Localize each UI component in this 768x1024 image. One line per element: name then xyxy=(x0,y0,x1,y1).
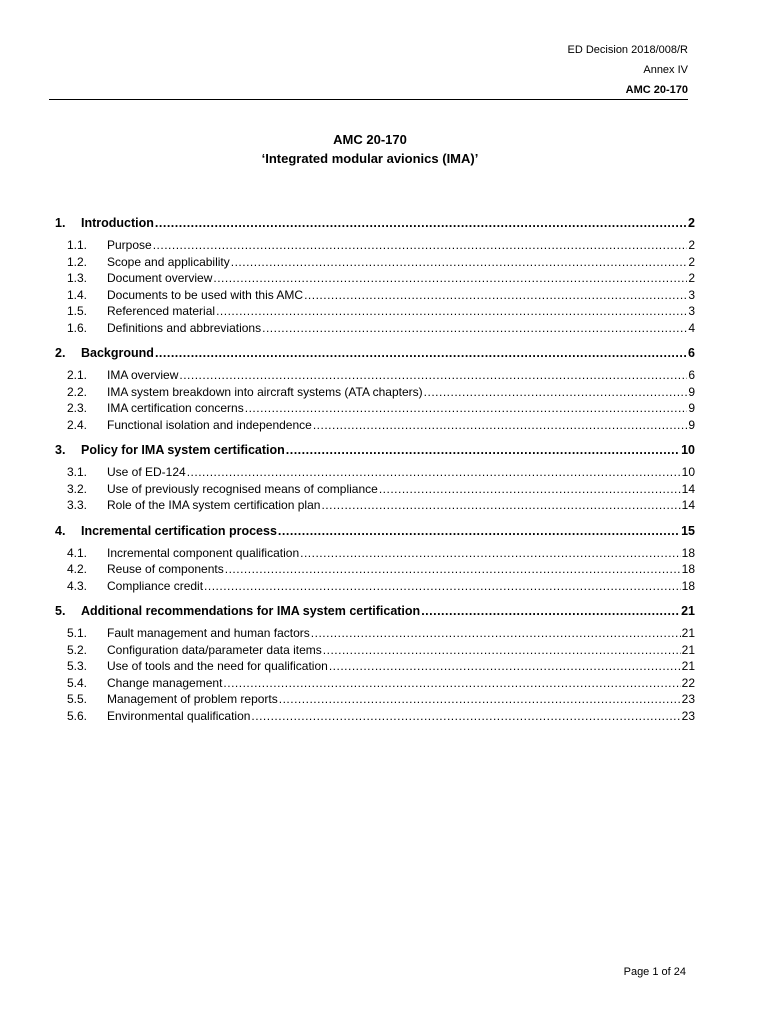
header-divider xyxy=(49,99,688,100)
toc-entry-page: 18 xyxy=(681,562,695,576)
toc-subsection-entry[interactable] xyxy=(55,254,695,271)
toc-subsection-entry[interactable] xyxy=(55,464,695,481)
toc-dot-leader xyxy=(278,520,680,542)
toc-dot-leader xyxy=(153,237,688,254)
toc-subsection-entry[interactable] xyxy=(55,287,695,304)
toc-dot-leader xyxy=(424,384,688,401)
toc-entry-title: Introduction xyxy=(81,216,154,230)
toc-entry-page: 2 xyxy=(688,238,695,252)
toc-subsection-entry[interactable] xyxy=(55,417,695,434)
toc-dot-leader xyxy=(155,212,687,234)
toc-entry-number: 5.2. xyxy=(67,642,88,657)
toc-entry-title: Referenced material xyxy=(107,304,216,318)
toc-entry-page: 3 xyxy=(688,287,695,302)
toc-entry-number: 5.1. xyxy=(67,626,88,640)
toc-section-entry[interactable] xyxy=(55,520,695,542)
toc-dot-leader xyxy=(329,658,681,675)
toc-entry-page: 6 xyxy=(688,368,695,382)
toc-section-entry[interactable] xyxy=(55,212,695,234)
toc-entry-page: 14 xyxy=(681,481,695,496)
toc-entry-title: Environmental qualification xyxy=(107,708,251,723)
toc-dot-leader xyxy=(179,367,687,384)
toc-entry-title: Compliance credit xyxy=(107,578,204,593)
toc-entry-number: 1.4. xyxy=(67,287,88,302)
page-number: Page 1 of 24 xyxy=(623,966,686,978)
toc-entry-title: Functional isolation and independence xyxy=(107,417,312,432)
toc-dot-leader xyxy=(279,691,681,708)
toc-entry-title: Incremental component qualification xyxy=(107,545,300,560)
toc-subsection-entry[interactable] xyxy=(55,545,695,562)
toc-subsection-entry[interactable] xyxy=(55,237,695,254)
toc-entry-title: Policy for IMA system certification xyxy=(81,443,285,457)
toc-dot-leader xyxy=(304,287,687,304)
toc-dot-leader xyxy=(223,675,680,692)
toc-entry-title: Change management xyxy=(107,675,223,690)
toc-entry-page: 22 xyxy=(681,675,695,690)
toc-subsection-entry[interactable] xyxy=(55,578,695,595)
toc-dot-leader xyxy=(216,303,687,320)
toc-subsection-entry[interactable] xyxy=(55,320,695,337)
toc-entry-page: 21 xyxy=(681,642,695,657)
toc-entry-number: 2.3. xyxy=(67,401,88,415)
toc-entry-number: 3.1. xyxy=(67,465,88,479)
toc-entry-page: 21 xyxy=(681,604,695,618)
toc-subsection-entry[interactable] xyxy=(55,367,695,384)
toc-entry-number: 1.1. xyxy=(67,238,88,252)
toc-entry-number: 3.2. xyxy=(67,481,88,496)
toc-section xyxy=(55,342,695,433)
toc-dot-leader xyxy=(251,708,680,725)
toc-entry-title: IMA overview xyxy=(107,368,179,382)
toc-entry-page: 18 xyxy=(681,578,695,593)
toc-dot-leader xyxy=(286,439,680,461)
table-of-contents xyxy=(55,212,695,730)
toc-entry-page: 15 xyxy=(681,523,695,538)
toc-entry-number: 1.2. xyxy=(67,254,88,269)
toc-dot-leader xyxy=(155,342,687,364)
toc-entry-title: Management of problem reports xyxy=(107,692,278,706)
toc-entry-title: Document overview xyxy=(107,271,213,285)
toc-entry-page: 9 xyxy=(688,384,695,399)
toc-section xyxy=(55,439,695,514)
toc-entry-title: Role of the IMA system certification plan xyxy=(107,498,321,512)
toc-section xyxy=(55,212,695,336)
toc-entry-page: 21 xyxy=(681,659,695,673)
toc-subsection-entry[interactable] xyxy=(55,400,695,417)
toc-entry-number: 5.3. xyxy=(67,659,88,673)
toc-entry-number: 2.1. xyxy=(67,368,88,382)
toc-entry-number: 5.4. xyxy=(67,675,88,690)
toc-entry-number: 2. xyxy=(55,346,66,360)
toc-entry-number: 3. xyxy=(55,443,66,457)
toc-entry-number: 1. xyxy=(55,216,66,230)
toc-subsection-entry[interactable] xyxy=(55,642,695,659)
toc-entry-title: Use of tools and the need for qualification xyxy=(107,659,328,673)
toc-entry-number: 2.2. xyxy=(67,384,88,399)
toc-entry-title: IMA system breakdown into aircraft systems (ATA chapters) xyxy=(107,384,423,399)
toc-entry-number: 4.3. xyxy=(67,578,88,593)
toc-entry-page: 2 xyxy=(688,216,695,230)
toc-section-entry[interactable] xyxy=(55,439,695,461)
toc-entry-number: 4.1. xyxy=(67,545,88,560)
toc-subsection-entry[interactable] xyxy=(55,708,695,725)
toc-subsection-entry[interactable] xyxy=(55,303,695,320)
toc-entry-title: Additional recommendations for IMA system certification xyxy=(81,604,421,618)
toc-entry-page: 23 xyxy=(681,708,695,723)
toc-subsection-entry[interactable] xyxy=(55,691,695,708)
toc-dot-leader xyxy=(262,320,687,337)
toc-entry-page: 6 xyxy=(688,346,695,360)
document-code: AMC 20-170 xyxy=(625,84,688,96)
toc-entry-page: 21 xyxy=(681,626,695,640)
toc-entry-title: Purpose xyxy=(107,238,152,252)
toc-subsection-entry[interactable] xyxy=(55,675,695,692)
toc-subsection-entry[interactable] xyxy=(55,658,695,675)
toc-dot-leader xyxy=(231,254,688,271)
toc-entry-number: 4.2. xyxy=(67,562,88,576)
toc-entry-number: 2.4. xyxy=(67,417,88,432)
toc-dot-leader xyxy=(321,497,680,514)
toc-subsection-entry[interactable] xyxy=(55,497,695,514)
decision-reference: ED Decision 2018/008/R xyxy=(567,44,688,56)
toc-dot-leader xyxy=(323,642,681,659)
toc-entry-page: 14 xyxy=(681,498,695,512)
toc-dot-leader xyxy=(204,578,681,595)
toc-entry-page: 9 xyxy=(688,401,695,415)
toc-entry-number: 5.5. xyxy=(67,692,88,706)
toc-entry-page: 18 xyxy=(681,545,695,560)
toc-dot-leader xyxy=(213,270,687,287)
toc-subsection-entry[interactable] xyxy=(55,625,695,642)
toc-dot-leader xyxy=(187,464,681,481)
page-header xyxy=(568,40,688,100)
toc-entry-title: Background xyxy=(81,346,154,360)
toc-entry-title: Reuse of components xyxy=(107,562,224,576)
toc-entry-number: 1.6. xyxy=(67,320,88,335)
toc-entry-title: Incremental certification process xyxy=(81,523,277,538)
toc-entry-number: 3.3. xyxy=(67,498,88,512)
toc-dot-leader xyxy=(300,545,681,562)
toc-section-entry[interactable] xyxy=(55,600,695,622)
toc-entry-title: Scope and applicability xyxy=(107,254,230,269)
toc-entry-page: 10 xyxy=(681,465,695,479)
toc-entry-page: 2 xyxy=(688,271,695,285)
toc-subsection-entry[interactable] xyxy=(55,561,695,578)
toc-entry-title: Use of ED-124 xyxy=(107,465,186,479)
toc-subsection-entry[interactable] xyxy=(55,481,695,498)
toc-entry-number: 4. xyxy=(55,523,66,538)
toc-entry-page: 2 xyxy=(688,254,695,269)
toc-entry-page: 3 xyxy=(688,304,695,318)
toc-entry-title: Fault management and human factors xyxy=(107,626,310,640)
title-name: ‘Integrated modular avionics (IMA)’ xyxy=(261,151,479,166)
toc-entry-number: 1.5. xyxy=(67,304,88,318)
title-code: AMC 20-170 xyxy=(333,132,407,147)
annex-label: Annex IV xyxy=(643,64,688,76)
toc-dot-leader xyxy=(311,625,681,642)
toc-dot-leader xyxy=(313,417,687,434)
toc-dot-leader xyxy=(421,600,680,622)
toc-entry-page: 9 xyxy=(688,417,695,432)
toc-entry-title: Configuration data/parameter data items xyxy=(107,642,322,657)
toc-entry-page: 10 xyxy=(681,443,695,457)
document-title xyxy=(0,130,740,168)
toc-entry-number: 5.6. xyxy=(67,708,88,723)
toc-entry-title: IMA certification concerns xyxy=(107,401,244,415)
toc-entry-page: 4 xyxy=(688,320,695,335)
toc-section xyxy=(55,520,695,595)
toc-entry-number: 1.3. xyxy=(67,271,88,285)
toc-entry-page: 23 xyxy=(681,692,695,706)
toc-subsection-entry[interactable] xyxy=(55,384,695,401)
toc-entry-number: 5. xyxy=(55,604,66,618)
toc-dot-leader xyxy=(225,561,681,578)
toc-entry-title: Definitions and abbreviations xyxy=(107,320,262,335)
toc-dot-leader xyxy=(245,400,688,417)
toc-section xyxy=(55,600,695,724)
toc-subsection-entry[interactable] xyxy=(55,270,695,287)
toc-dot-leader xyxy=(379,481,681,498)
toc-section-entry[interactable] xyxy=(55,342,695,364)
toc-entry-title: Use of previously recognised means of compliance xyxy=(107,481,378,496)
toc-entry-title: Documents to be used with this AMC xyxy=(107,287,304,302)
